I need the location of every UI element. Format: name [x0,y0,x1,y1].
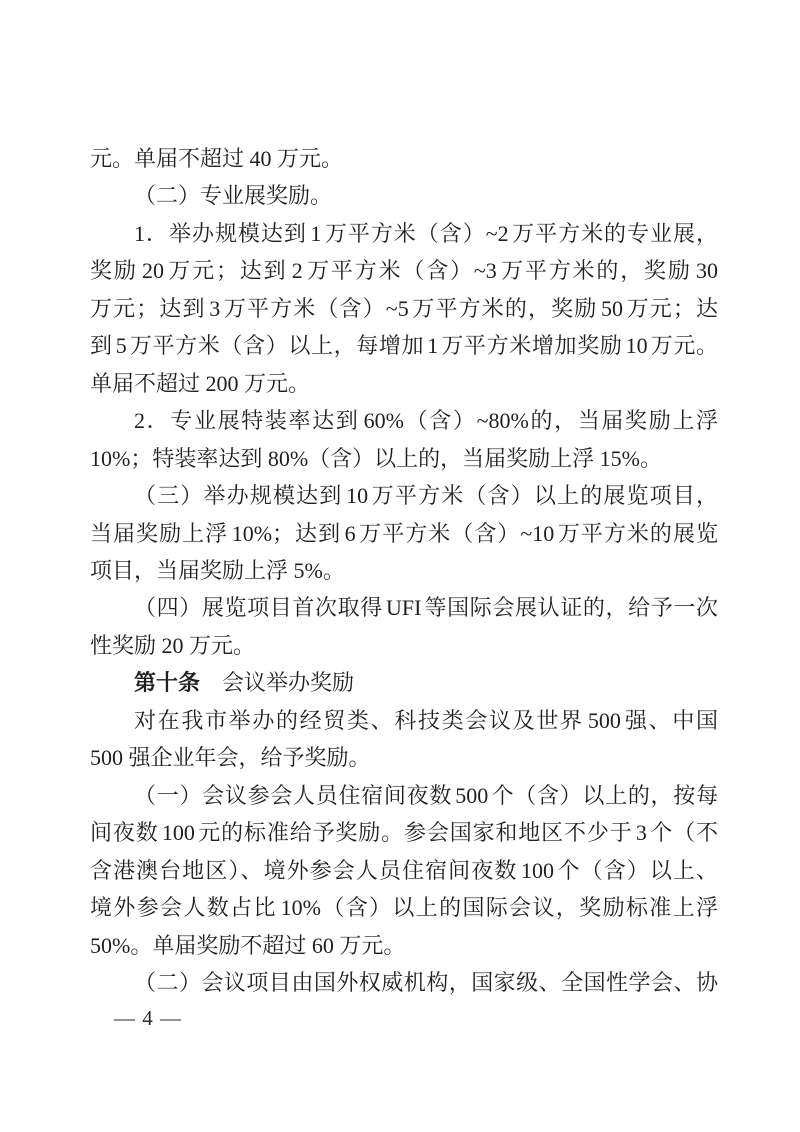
text-line: 50%。单届奖励不超过 60 万元。 [90,932,406,958]
text-line: 含港澳台地区）、境外参会人员住宿间夜数 100 个（含）以上、 [90,857,718,883]
text-line: 2．专业展特装率达到 60%（含）~80%的，当届奖励上浮 [134,408,718,434]
text-line: 单届不超过 200 万元。 [90,370,311,396]
text-line [90,664,718,701]
text-line: （二）会议项目由国外权威机构，国家级、全国性学会、协 [134,969,718,995]
text-line: （三）举办规模达到 10 万平方米（含）以上的展览项目， [134,483,718,509]
text-line: 性奖励 20 万元。 [90,632,256,658]
text-line: 1．举办规模达到 1 万平方米（含）~2 万平方米的专业展， [134,220,718,246]
text-line: 项目，当届奖励上浮 5%。 [90,557,345,583]
document-body [90,140,718,1001]
text-line: 500 强企业年会，给予奖励。 [90,745,371,771]
text-line: （四）展览项目首次取得 UFI 等国际会展认证的，给予一次 [134,595,718,621]
text-line: （一）会议参会人员住宿间夜数 500 个（含）以上的，按每 [134,782,718,808]
text-line: 到 5 万平方米（含）以上，每增加 1 万平方米增加奖励 10 万元。 [90,333,718,359]
page-number: — 4 — [114,1006,182,1030]
text-line: 当届奖励上浮 10%；达到 6 万平方米（含）~10 万平方米的展览 [90,520,718,546]
text-line: 奖励 20 万元；达到 2 万平方米（含）~3 万平方米的，奖励 30 [90,258,718,284]
text-line: 境外参会人数占比 10%（含）以上的国际会议，奖励标准上浮 [90,895,718,921]
text-line: 间夜数 100 元的标准给予奖励。参会国家和地区不少于 3 个（不 [90,820,718,846]
text-line: （二）专业展奖励。 [134,183,333,209]
text-line: 对在我市举办的经贸类、科技类会议及世界 500 强、中国 [134,707,718,733]
article-heading-title: 会议举办奖励 [200,670,355,696]
text-line: 万元；达到 3 万平方米（含）~5 万平方米的，奖励 50 万元；达 [90,295,718,321]
text-line: 元。单届不超过 40 万元。 [90,146,344,171]
article-heading-number: 第十条 [134,670,201,696]
text-line: 10%；特装率达到 80%（含）以上的，当届奖励上浮 15%。 [90,445,662,471]
